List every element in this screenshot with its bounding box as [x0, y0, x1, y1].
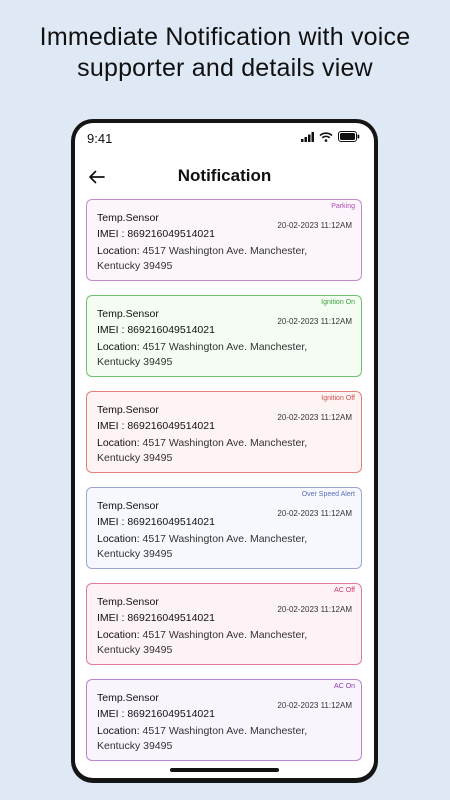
- notification-list[interactable]: [86, 199, 364, 775]
- imei-label: IMEI :: [97, 228, 125, 240]
- imei-value: 869216049514021: [127, 420, 215, 432]
- imei-value: 869216049514021: [127, 516, 215, 528]
- location-label: Location:: [97, 629, 140, 641]
- notification-card[interactable]: [86, 295, 362, 377]
- notification-type-badge: Ignition On: [321, 299, 355, 306]
- notification-timestamp: 20-02-2023 11:12AM: [277, 605, 352, 614]
- promo-line-1: Immediate Notification with voice: [39, 23, 411, 51]
- notification-timestamp: 20-02-2023 11:12AM: [277, 413, 352, 422]
- location-label: Location:: [97, 437, 140, 449]
- imei-row: [97, 708, 215, 720]
- location-label: Location:: [97, 533, 140, 545]
- location-value: 4517 Washington Ave. Manchester, Kentucky 39495: [97, 245, 308, 272]
- imei-row: [97, 612, 215, 624]
- signal-icon: [301, 132, 314, 142]
- location-row: [97, 244, 347, 274]
- location-row: [97, 436, 347, 466]
- notification-type-badge: Parking: [331, 203, 355, 210]
- location-value: 4517 Washington Ave. Manchester, Kentucky 39495: [97, 725, 308, 752]
- page-title: Notification: [177, 166, 272, 185]
- notification-card[interactable]: [86, 583, 362, 665]
- device-name: Temp.Sensor: [97, 404, 159, 416]
- imei-label: IMEI :: [97, 324, 125, 336]
- notification-card[interactable]: [86, 487, 362, 569]
- location-row: [97, 628, 347, 658]
- imei-label: IMEI :: [97, 420, 125, 432]
- device-name: Temp.Sensor: [97, 500, 159, 512]
- imei-label: IMEI :: [97, 516, 125, 528]
- wifi-icon: [319, 132, 333, 142]
- location-row: [97, 724, 347, 754]
- imei-row: [97, 516, 215, 528]
- imei-row: [97, 420, 215, 432]
- phone-frame: [71, 119, 378, 783]
- location-value: 4517 Washington Ave. Manchester, Kentucky 39495: [97, 629, 308, 656]
- notification-card[interactable]: [86, 679, 362, 761]
- imei-label: IMEI :: [97, 612, 125, 624]
- notification-timestamp: 20-02-2023 11:12AM: [277, 701, 352, 710]
- battery-icon: [338, 131, 360, 142]
- location-label: Location:: [97, 725, 140, 737]
- location-value: 4517 Washington Ave. Manchester, Kentucky 39495: [97, 341, 308, 368]
- status-bar: [75, 123, 374, 153]
- imei-row: [97, 228, 215, 240]
- app-header: [75, 163, 374, 193]
- notification-timestamp: 20-02-2023 11:12AM: [277, 221, 352, 230]
- notification-card[interactable]: [86, 391, 362, 473]
- location-label: Location:: [97, 341, 140, 353]
- notification-type-badge: AC Off: [334, 587, 355, 594]
- device-name: Temp.Sensor: [97, 308, 159, 320]
- notification-type-badge: Ignition Off: [321, 395, 355, 402]
- location-row: [97, 340, 347, 370]
- location-value: 4517 Washington Ave. Manchester, Kentucky 39495: [97, 533, 308, 560]
- notification-type-badge: Over Speed Alert: [301, 491, 355, 498]
- home-indicator[interactable]: [170, 768, 279, 772]
- imei-row: [97, 324, 215, 336]
- promo-line-2: supporter and details view: [77, 54, 373, 82]
- notification-type-badge: AC On: [333, 683, 355, 690]
- phone-screen: [75, 123, 374, 778]
- device-name: Temp.Sensor: [97, 212, 159, 224]
- device-name: Temp.Sensor: [97, 692, 159, 704]
- promo-caption: [0, 22, 450, 84]
- device-name: Temp.Sensor: [97, 596, 159, 608]
- imei-value: 869216049514021: [127, 612, 215, 624]
- location-label: Location:: [97, 245, 140, 257]
- location-row: [97, 532, 347, 562]
- imei-value: 869216049514021: [127, 324, 215, 336]
- status-time: 9:41: [87, 131, 113, 146]
- notification-timestamp: 20-02-2023 11:12AM: [277, 509, 352, 518]
- imei-label: IMEI :: [97, 708, 125, 720]
- imei-value: 869216049514021: [127, 228, 215, 240]
- status-icons: [301, 131, 360, 142]
- location-value: 4517 Washington Ave. Manchester, Kentucky 39495: [97, 437, 308, 464]
- imei-value: 869216049514021: [127, 708, 215, 720]
- notification-timestamp: 20-02-2023 11:12AM: [277, 317, 352, 326]
- notification-card[interactable]: [86, 199, 362, 281]
